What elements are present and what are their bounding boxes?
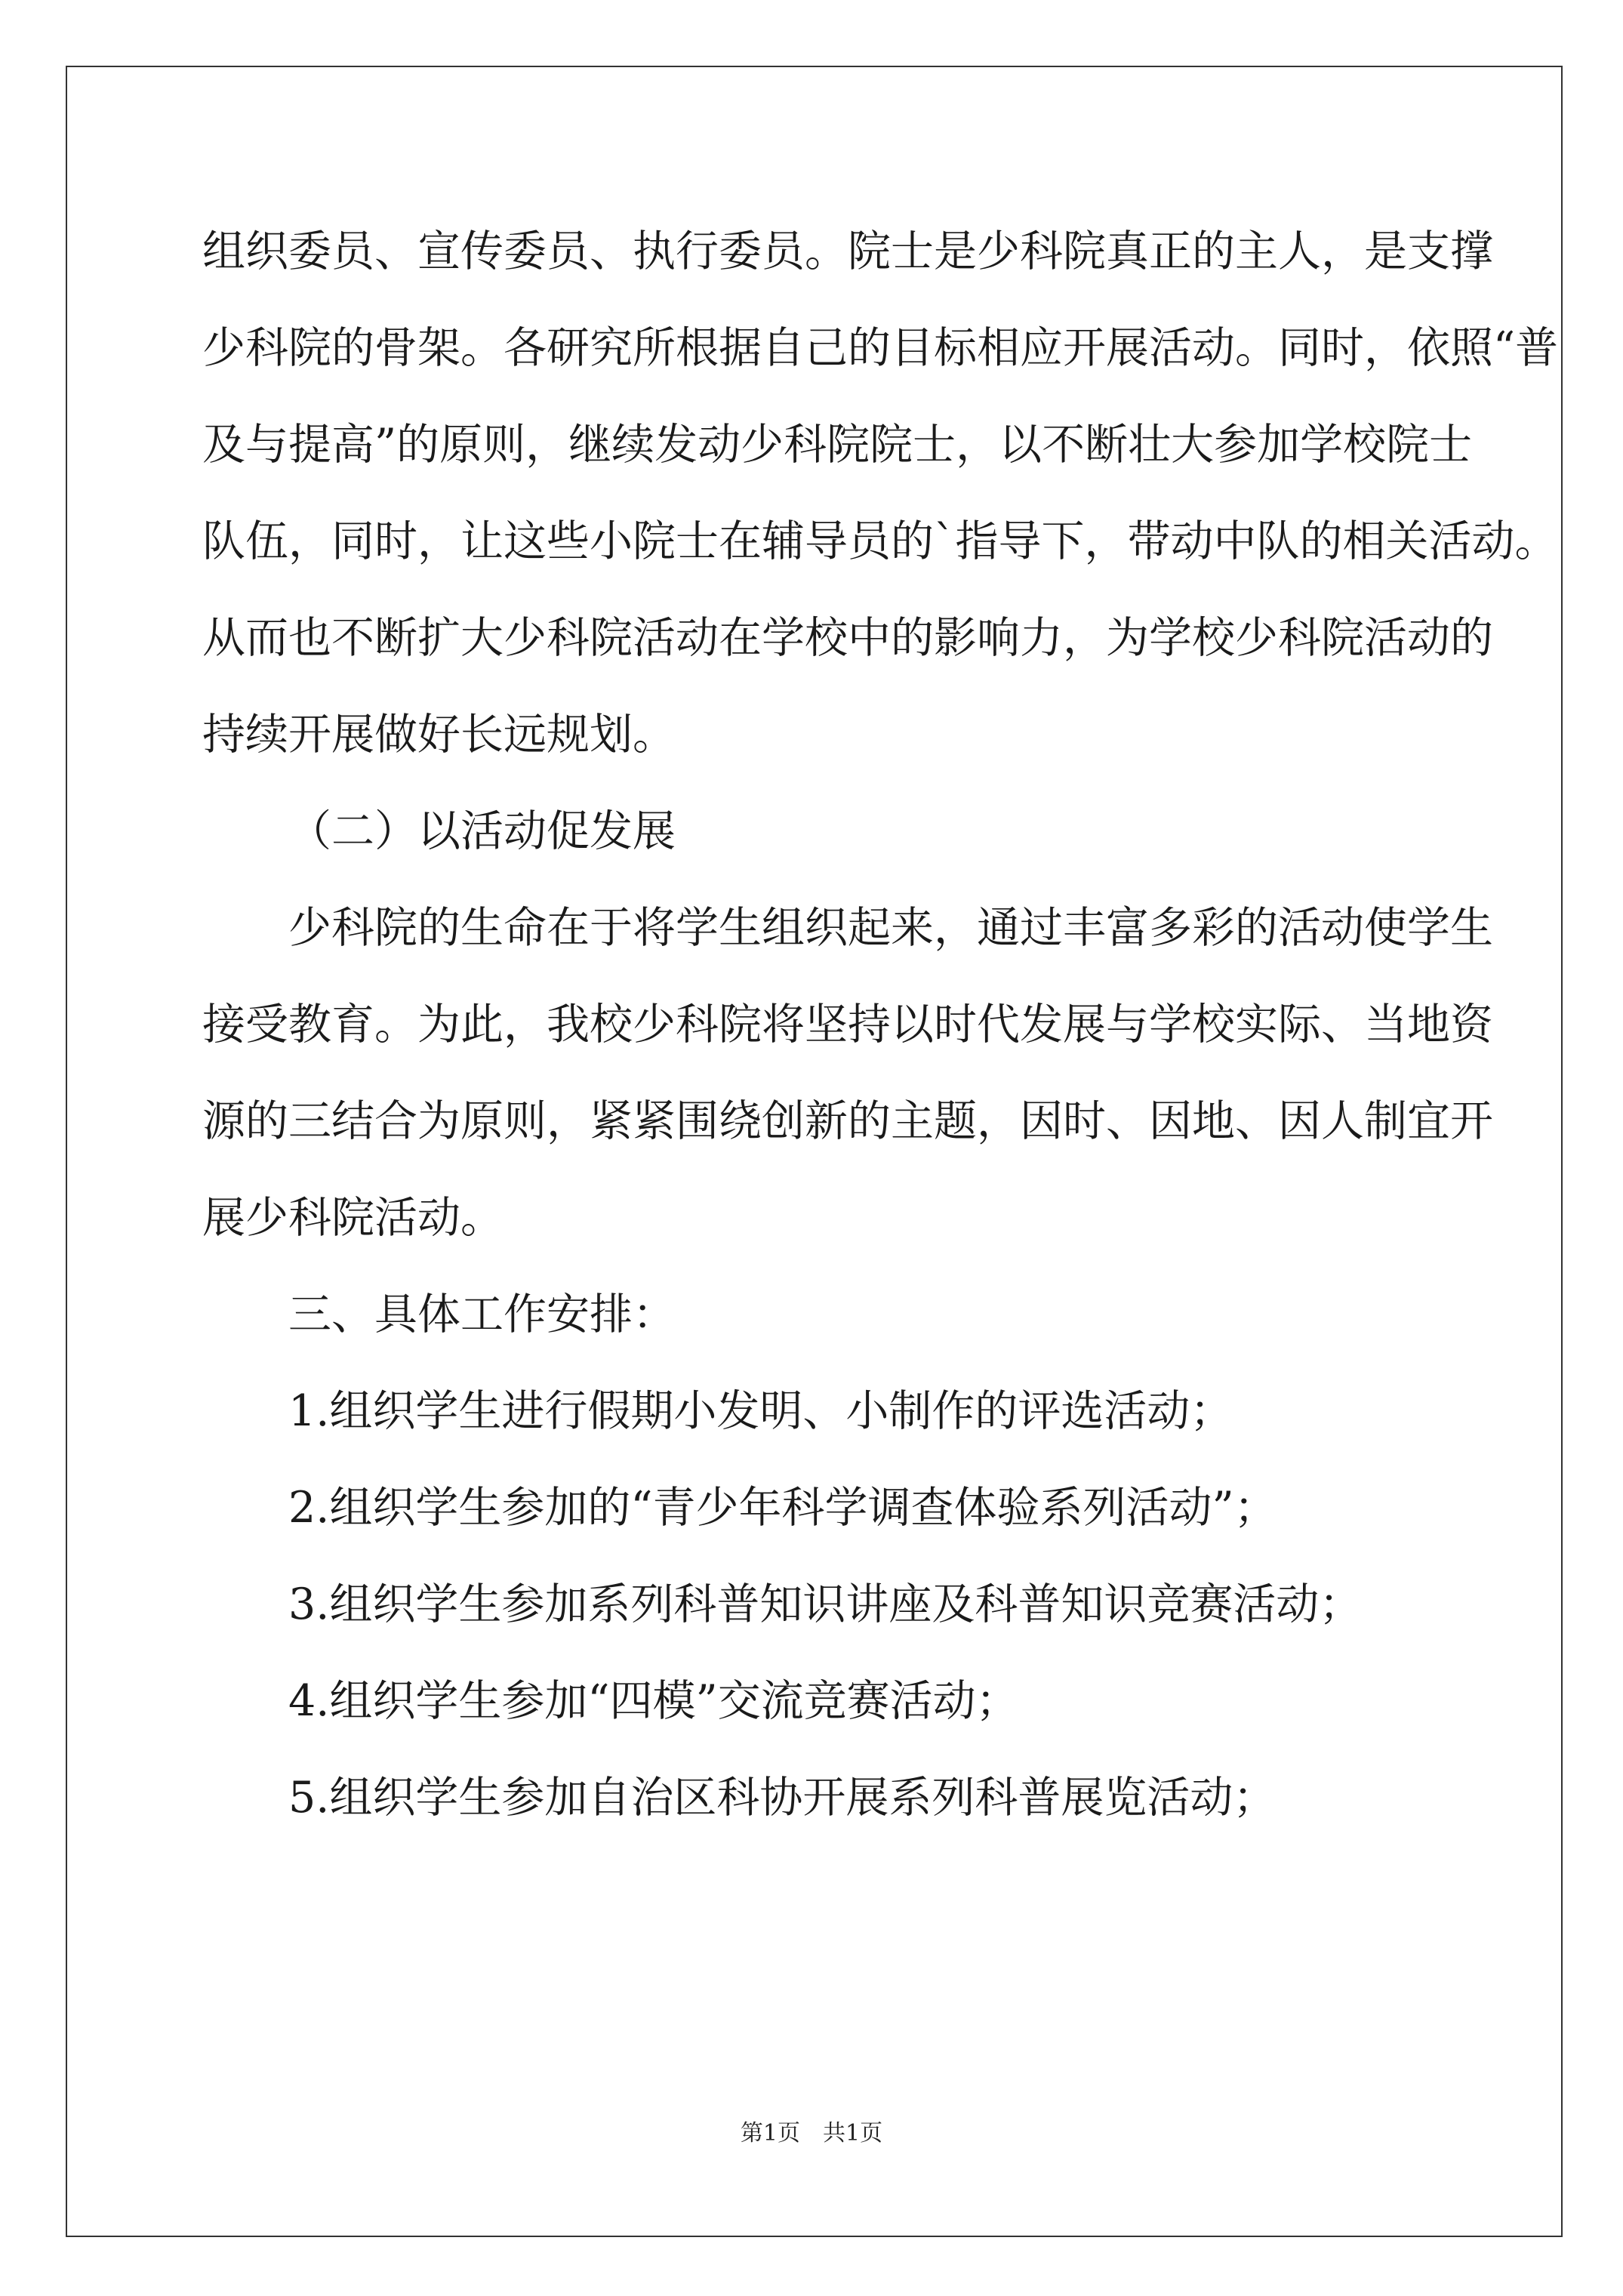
list-item: 5.组织学生参加自治区科协开展系列科普展览活动；: [288, 1773, 1277, 1823]
text-line: 少科院的生命在于将学生组织起来，通过丰富多彩的活动使学生: [288, 903, 1493, 953]
text-line: 源的三结合为原则，紧紧围绕创新的主题，因时、因地、因人制宜开: [202, 1096, 1493, 1146]
section-heading: 三、具体工作安排：: [288, 1290, 676, 1339]
page-footer: [0, 2114, 1623, 2147]
section-heading: （二）以活动促发展: [288, 806, 676, 856]
page-total: 共1页: [823, 2120, 883, 2147]
page-border: [66, 66, 1563, 2237]
text-line: 组织委员、宣传委员、执行委员。院士是少科院真正的主人，是支撑: [202, 227, 1493, 276]
text-line: 接受教育。为此，我校少科院将坚持以时代发展与学校实际、当地资: [202, 1000, 1493, 1049]
text-line: 持续开展做好长远规划。: [202, 710, 676, 760]
list-item: 4.组织学生参加“四模”交流竞赛活动；: [288, 1676, 1019, 1726]
page-number: 第1页: [740, 2120, 800, 2147]
text-line: 展少科院活动。: [202, 1193, 504, 1243]
list-item: 2.组织学生参加的“青少年科学调查体验系列活动”；: [288, 1483, 1277, 1533]
text-line: 从而也不断扩大少科院活动在学校中的影响力，为学校少科院活动的: [202, 613, 1493, 663]
text-line: 少科院的骨架。各研究所根据自己的目标相应开展活动。同时，依照“普: [202, 323, 1559, 373]
text-line: 及与提高”的原则，继续发动少科院院士，以不断壮大参加学校院士: [202, 420, 1473, 470]
list-item: 1.组织学生进行假期小发明、小制作的评选活动；: [288, 1386, 1233, 1436]
text-line: 队伍，同时，让这些小院士在辅导员的`指导下，带动中队的相关活动。: [202, 516, 1558, 566]
list-item: 3.组织学生参加系列科普知识讲座及科普知识竞赛活动；: [288, 1579, 1363, 1629]
